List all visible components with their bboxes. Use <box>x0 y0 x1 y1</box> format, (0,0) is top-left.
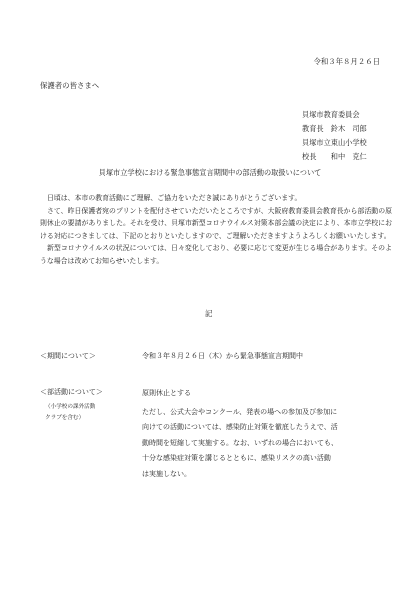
ki-heading: 記 <box>205 309 213 318</box>
period-value: 令和３年８月２６日（木）から緊急事態宣言期間中 <box>142 352 303 360</box>
period-label: ＜期間について＞ <box>40 352 96 360</box>
body-paragraph: 新型コロナウイルスの状況については、日々変化しており、必要に応じて変更が生じる場合があります。そのような場合は改めてお知らせいたします。 <box>40 244 392 265</box>
club-note-line: （小学校の課外活動 <box>45 404 96 410</box>
club-detail-line: 向けての活動については、感染防止対策を徹底したうえで、活 <box>142 423 338 432</box>
club-detail-line: 十分な感染症対策を講じるとともに、感染リスクの高い活動 <box>142 454 331 463</box>
club-note-line: クラブを含む） <box>45 415 85 421</box>
club-detail-line: ただし、公式大会やコンクール、発表の場への参加及び参加に <box>142 407 338 416</box>
club-detail-line: は実施しない。 <box>142 469 191 478</box>
body-paragraph: さて、昨日保護者宛のプリントを配付させていただいたところですが、大阪府教育委員会教育長から部活動の原則休止の要請がありました。それを受け、貝塚市新型コロナウイルス対策本部会議の決定により、本市立学校における対応につきましては、下記のとおりといたしますので、ご理解いただきますようよろしくお願いいたします。 <box>40 206 392 240</box>
club-details <box>142 386 390 483</box>
sender-block <box>302 108 367 164</box>
sender-line: 貝塚市教育委員会 <box>302 110 360 119</box>
club-detail-line: 動時間を短縮して実施する。なお、いずれの場合においても、 <box>142 438 338 447</box>
document-title: 貝塚市立学校における緊急事態宣言期間中の部活動の取扱いについて <box>98 168 322 177</box>
sender-line: 貝塚市立東山小学校 <box>302 138 367 147</box>
sender-line: 校長 和中 克仁 <box>302 152 367 161</box>
body-text <box>40 192 392 268</box>
club-label: ＜部活動について＞ <box>40 388 103 396</box>
club-note <box>45 402 95 424</box>
sender-line: 教育長 鈴木 司郎 <box>302 124 367 133</box>
issue-date: 令和３年８月２６日 <box>313 57 380 66</box>
addressee: 保護者の皆さまへ <box>40 81 100 90</box>
club-lead: 原則休止とする <box>142 389 191 397</box>
body-paragraph: 日頃は、本市の教育活動にご理解、ご協力をいただき誠にありがとうございます。 <box>47 194 302 202</box>
